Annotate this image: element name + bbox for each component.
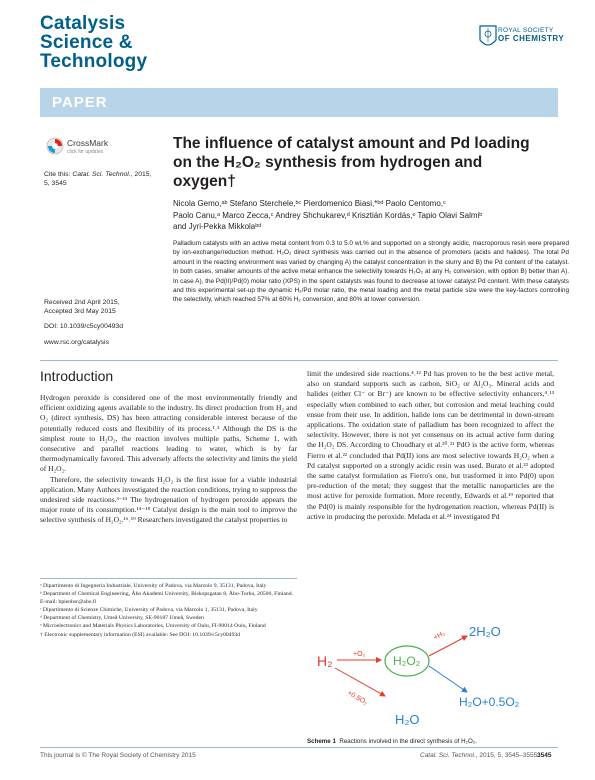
accepted-date: Accepted 3rd May 2015	[44, 308, 116, 315]
cite-volume: 5, 3545	[44, 180, 67, 187]
footnote-esi: † Electronic supplementary information (ESI) available: See DOI: 10.1039/c5cy00493d	[40, 631, 241, 638]
scheme-caption	[307, 738, 477, 745]
label-o2: +O₂	[353, 651, 366, 658]
species-2h2o: 2H₂O	[469, 624, 501, 639]
journal-title	[40, 14, 147, 71]
publisher-name	[498, 27, 564, 42]
intro-paragraph-2: Therefore, the selectivity towards H₂O₂ is the first issue for a viable industrial application. Many Authors investigated the reaction conditions, trying to suppress the undesired side reactions.³⁻¹³ The hydrogenation of hydrogen peroxide appears the major route of its consumption.¹⁴⁻¹⁸ Catalyst design is the main tool to improve the selective synthesis of H₂O₂.¹⁶˒¹⁹ Researchers investigated the catalyst properties to	[40, 474, 297, 525]
citation	[44, 170, 151, 188]
title-line: oxygen†	[173, 173, 236, 190]
footnote-affiliation: ᵇ Department of Chemical Engineering, Åbo Akademi University, Biskopsgatan 8, Åbo-Turku, 20500, Finland. E-mail: bpienbsr@abo.fi	[40, 591, 293, 606]
intro-right-column: limit the undesired side reactions.⁴˒¹² Pd has proven to be the best active metal, also on standard supports such as carbon, SiO₂ or Al₂O₃. Mineral acids and halides (either Cl⁻ or Br⁻) are known to be effective selectivity enhancers,⁴˒¹³ especially when combined to each other, but corrosion and metal leaching could ensue from their use. In addition, halide ions can be detrimental in down-stream applications. The oxidation state of palladium has been recognized to affect the selectivity. However, there is not yet consensus on its actual active form during the H₂O₂ DS. According to Choudhary et al.²⁰˒²¹ PdO is the active form, whereas Fierro et al.²² concluded that Pd(II) ions are most selective towards H₂O₂ when a Pd catalyst supported on a strongly acidic resin was used. Burato et al.²³ adopted the same catalyst formulation as Fierro's one, but trasformed it into Pd(0) upon pre-reduction of the metal; they suggest that the metallic nanoparticles are the most active for peroxide formation. More recently, Edwards et al.¹⁹ reported that the Pd(0) is mainly responsible for the hydrogenation reaction, whereas Pd(II) is active in producing the peroxide. Melada et al.²⁴ investigated Pd	[307, 369, 554, 521]
publication-dates	[44, 298, 123, 347]
crossmark-sub[interactable]: click for updates	[67, 149, 104, 155]
authors-line: Paolo Canu,ᵃ Marco Zecca,ᶜ Andrey Shchukarev,ᵈ Krisztián Kordás,ᵉ Tapio Olavi Salmiᵇ	[173, 210, 483, 220]
footnote-affiliation: ᶜ Dipartimento di Scienze Chimiche, University of Padova, via Marzolo 1, 35131, Padova, Italy	[40, 607, 258, 614]
footnote-affiliation: ᵉ Microelectronics and Materials Physics Laboratories, University of Oulu, FI-90014 Oulu, Finland	[40, 623, 266, 630]
crossmark-icon[interactable]	[46, 137, 64, 155]
journal-title-line: Technology	[40, 51, 148, 72]
authors-line: Nicola Gemo,ᵃᵇ Stefano Sterchele,ᵇᶜ Pierdomenico Biasi,*ᵇᵈ Paolo Centomo,ᶜ	[173, 199, 446, 208]
scheme-caption-label: Scheme 1	[307, 738, 336, 745]
footer-pages: 2015, 5, 3545–3555	[479, 752, 538, 759]
footnote-affiliation: ᵈ Department of Chemistry, Umeå University, SE-90187 Umeå, Sweden	[40, 615, 204, 622]
footnote-divider	[40, 578, 297, 579]
paper-type-bar	[40, 88, 558, 117]
abstract: Palladium catalysts with an active metal content from 0.3 to 5.0 wt.% and supported on a strongly acidic, macroporous resin were prepared by ion-exchange/reduction method. H₂O₂ direct synthesis was carried out in the absence of promoters (acids and halides). The total Pd amount in the reacting environment was varied by changing A) the catalyst concentration in the slurry and B) the Pd content of the catalyst. In both cases, smaller amounts of the active metal enhance the selectivity towards H₂O₂ at any H₂ conversion, with option B) better than A). In case A), the Pd(II)/Pd(0) molar ratio (XPS) in the spent catalysts was found to decrease at lower catalyst Pd content. With these catalysts and this experimental set-up the dynamic H₂/Pd molar ratio, the metal loading and the metal particle size were the key-factors controlling the selectivity, which reached 57% at 60% H₂ conversion, and 80% at lower conversion.	[173, 240, 569, 304]
page-number: 3545	[537, 752, 552, 759]
publisher-line: OF CHEMISTRY	[498, 33, 565, 43]
footnote-affiliation: ᵃ Dipartimento di Ingegneria Industriale, University of Padova, via Marzolo 9, 35131, Padova, Italy	[40, 583, 267, 589]
footer-divider	[40, 747, 558, 748]
section-heading: Introduction	[40, 368, 114, 384]
footer-copyright: This journal is © The Royal Society of Chemistry 2015	[40, 752, 196, 759]
footer-citation	[420, 752, 537, 759]
title-line: on the H₂O₂ synthesis from hydrogen and	[173, 154, 483, 171]
publisher-line: ROYAL SOCIETY	[498, 27, 554, 34]
intro-left-column	[40, 393, 297, 526]
paper-type-label: PAPER	[52, 94, 108, 111]
title-line: The influence of catalyst amount and Pd loading	[173, 135, 530, 152]
article-title	[173, 134, 533, 191]
species-h2o2: H₂O₂	[393, 654, 421, 668]
journal-title-line: Science &	[40, 32, 133, 53]
intro-paragraph-1: Hydrogen peroxide is considered one of the most environmentally friendly and efficient oxidizing agents available to the industry. Its direct production from H₂ and O₂ (direct synthesis, DS) has been attracting considerable interest because of the potentially reduced costs and flexibility of its process.¹˒² Although the DS is the simplest route to H₂O₂, the reaction involves multiple paths, Scheme 1, with consecutive and parallel reactions leading to water, which is by far thermodynamically favored. This adversely affects the selectivity and limits the yield of H₂O₂.	[40, 393, 297, 474]
footnotes	[40, 582, 297, 639]
journal-site-link[interactable]: www.rsc.org/catalysis	[44, 339, 109, 346]
doi-link[interactable]: DOI: 10.1039/c5cy00493d	[44, 323, 123, 330]
journal-title-line: Catalysis	[40, 13, 126, 34]
arrow-decomposition	[429, 666, 467, 692]
cite-year: , 2015,	[130, 171, 152, 178]
rsc-logo-icon	[476, 22, 500, 52]
cite-prefix: Cite this:	[44, 171, 71, 178]
species-h2o-half-o2: H₂O+0.5O₂	[459, 695, 520, 709]
footer-journal: Catal. Sci. Technol.,	[420, 752, 478, 759]
label-half-o2: +0.5O₂	[346, 689, 369, 707]
authors-line: and Jyri-Pekka Mikkolaᵇᵈ	[173, 222, 262, 231]
received-date: Received 2nd April 2015,	[44, 299, 120, 306]
scheme-caption-text: Reactions involved in the direct synthesis of H₂O₂.	[339, 738, 477, 745]
cite-journal: Catal. Sci. Technol.	[72, 171, 131, 178]
scheme-1-diagram	[307, 620, 555, 735]
section-divider	[40, 360, 558, 361]
species-h2o: H₂O	[395, 712, 420, 727]
crossmark-label[interactable]: CrossMark	[67, 138, 109, 148]
arrow-half-o2	[335, 668, 385, 696]
author-list	[173, 198, 573, 233]
label-h2: +H₂	[432, 630, 447, 642]
species-h2: H₂	[317, 653, 333, 669]
